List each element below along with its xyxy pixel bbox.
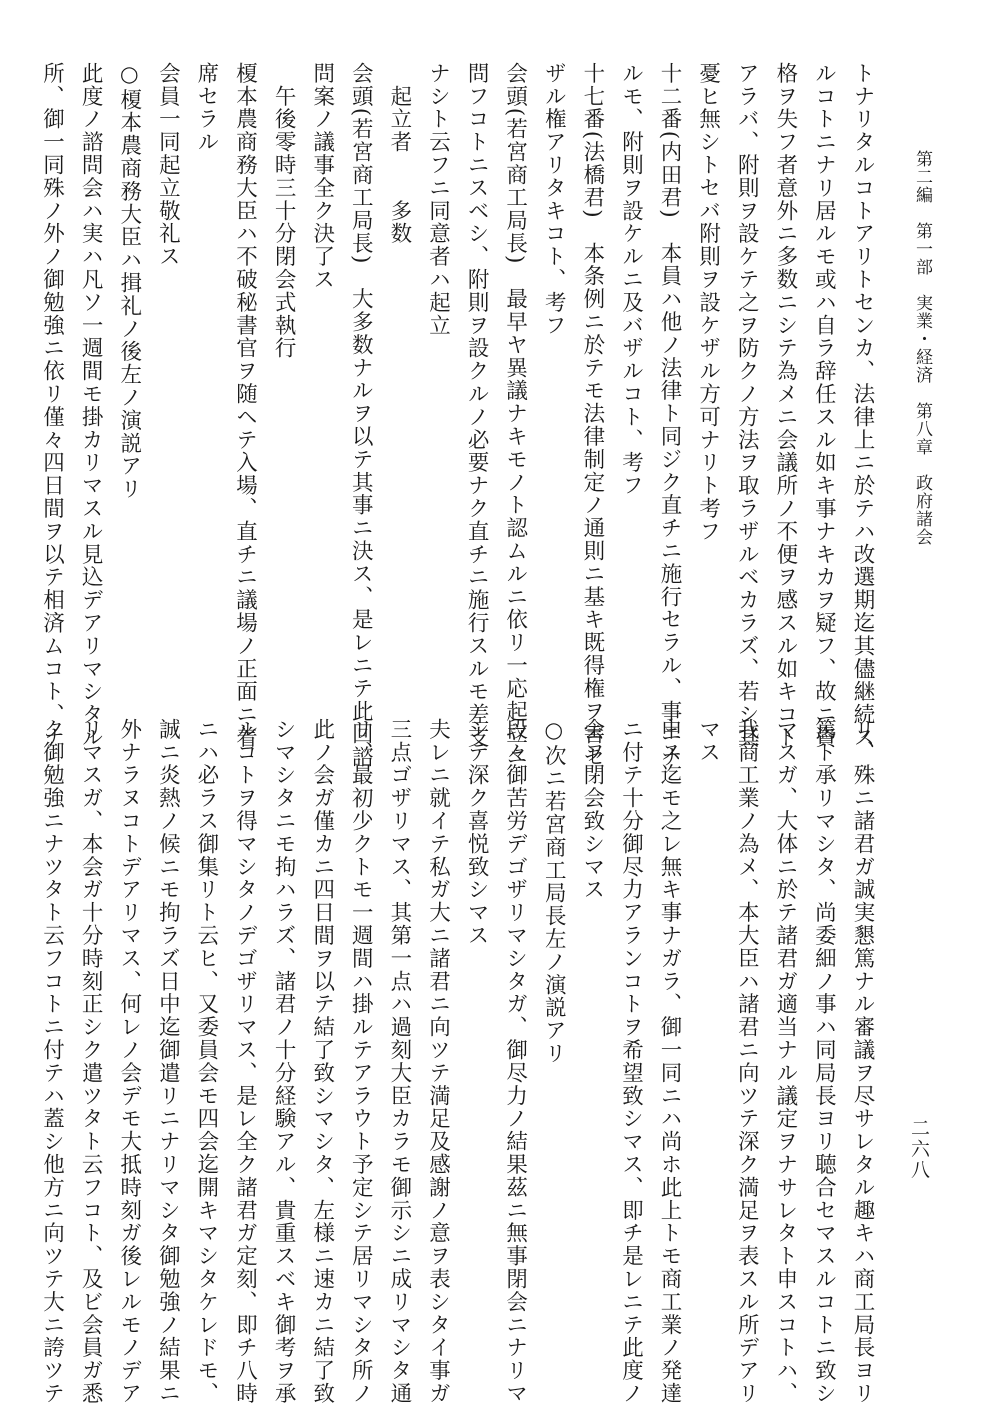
running-header: 第二編 第一部 実業・経済 第八章 政府諸会 [912, 150, 932, 546]
text-line: 榎本農商務大臣ハ不破秘書官ヲ随ヘテ入場、直チニ議場ノ正面ニ着 [232, 62, 258, 749]
text-line: 申ス迄モ之レ無キ事ナガラ、御一同ニハ尚ホ此上トモ商工業ノ発達 [657, 718, 683, 1405]
text-line: ナシト云フニ同意者ハ起立 [425, 62, 451, 337]
text-line: シテ深ク喜悦致シマス [464, 718, 490, 947]
text-line: 誠ニ炎熱ノ候ニモ拘ラズ日中迄御遣リニナリマシタ御勉強ノ結果ニ [155, 718, 181, 1405]
text-line: シマシタニモ拘ハラズ、諸君ノ十分経験アル、貴重スベキ御考ヲ承 [271, 718, 297, 1405]
text-line: ニハ必ラス御集リト云ヒ、又委員会モ四会迄開キマシタケレドモ、 [193, 718, 219, 1405]
text-line: 此ノ会ガ僅カニ四日間ヲ以テ結了致シマシタ、左様ニ速カニ結了致 [309, 718, 335, 1405]
text-line: 起立者 多数 [386, 62, 412, 246]
text-line: リマスガ、本会ガ十分時刻正シク遣ツタト云フコト、及ビ会員ガ悉 [78, 718, 104, 1405]
text-line: ルコトヲ得マシタノデゴザリマス、是レ全ク諸君ガ定刻、即チ八時 [232, 718, 258, 1405]
lower-text-block [32, 718, 881, 1405]
text-line: 段々御苦労デゴザリマシタガ、御尽力ノ結果茲ニ無事閉会ニナリマ [502, 718, 528, 1405]
text-line: 十七番(法橋君) 本条例ニ於テモ法律制定ノ通則ニ基キ既得権ヲ害セ [579, 62, 605, 769]
text-line: ニ付テ十分御尽力アランコトヲ希望致シマス、即チ是レニテ此度ノ [618, 718, 644, 1405]
text-line: アラバ、附則ヲ設ケテ之ヲ防クノ方法ヲ取ラザルベカラズ、若シ其 [734, 62, 760, 749]
text-line: マス [695, 718, 721, 764]
text-line: 会頭(若宮商工局長) 最早ヤ異議ナキモノト認ムルニ依リ一応起立ニ [502, 62, 528, 769]
text-line: ○榎本農商務大臣ハ揖礼ノ後左ノ演説アリ [116, 62, 142, 501]
text-line: ク御勉強ニナツタト云フコトニ付テハ蓋シ他方ニ向ツテ大ニ誇ツテ [39, 718, 65, 1405]
text-line: 席セラル [193, 62, 219, 154]
text-line: 問案ノ議事全ク決了ス [309, 62, 335, 291]
text-line: 午後零時三十分閉会式執行 [271, 62, 297, 360]
text-line: 我商工業ノ為メ、本大臣ハ諸君ニ向ツテ深ク満足ヲ表スル所デアリ [734, 718, 760, 1405]
text-line: 外ナラヌコトデアリマス、何レノ会デモ大抵時刻ガ後レルモノデア [116, 718, 142, 1405]
text-line: リ、殊ニ諸君ガ誠実懇篤ナル審議ヲ尽サレタル趣キハ商工局長ヨリ [850, 718, 875, 1405]
text-line: 此度ノ諮問会ハ実ハ凡ソ一週間モ掛カリマスル見込デアリマシタル [78, 62, 104, 749]
text-line: 会頭(若宮商工局長) 大多数ナルヲ以テ其事ニ決ス、是レニテ此回諮 [348, 62, 374, 769]
text-line: 十二番(内田君) 本員ハ他ノ法律ト同ジク直チニ施行セラル、事ニナ [657, 62, 683, 769]
text-line: 会ヲ閉会致シマス [579, 718, 605, 902]
text-line: ○次ニ若宮商工局長左ノ演説アリ [541, 718, 567, 1065]
text-line: ルモ、附則ヲ設ケルニ及バザルコト、考フ [618, 62, 644, 498]
text-line: ルコトニナリ居ルモ或ハ自ラ辞任スル如キ事ナキカヲ疑フ、故ニ資 [811, 62, 837, 749]
text-line: 三点ゴザリマス、其第一点ハ過刻大臣カラモ御示シニ成リマシタ通 [386, 718, 412, 1405]
upper-text-block [32, 62, 881, 769]
text-line: 問フコトニスベシ、附則ヲ設クルノ必要ナク直チニ施行スルモ差支 [464, 62, 490, 749]
text-line: リ、最初少クトモ一週間ハ掛ルテアラウト予定シテ居リマシタ所ノ [348, 718, 374, 1405]
text-line: 格ヲ失フ者意外ニ多数ニシテ為メニ会議所ノ不便ヲ感スル如キコト [772, 62, 798, 749]
text-line: トナリタルコトアリトセンカ、法律上ニ於テハ改選期迄其儘継続ス [850, 62, 875, 749]
page-number: 二六八 [908, 1118, 930, 1181]
text-line: 憂ヒ無シトセバ附則ヲ設ケザル方可ナリト考フ [695, 62, 721, 543]
text-line: 夫レニ就イテ私ガ大ニ諸君ニ向ツテ満足及感謝ノ意ヲ表シタイ事ガ [425, 718, 451, 1405]
text-line: 篤ト承リマシタ、尚委細ノ事ハ同局長ヨリ聴合セマスルコトニ致シ [811, 718, 837, 1405]
text-line: 会員一同起立敬礼ス [155, 62, 181, 269]
text-line: ザル権アリタキコト、考フ [541, 62, 567, 337]
text-line: マスガ、大体ニ於テ諸君ガ適当ナル議定ヲナサレタト申スコトハ、 [772, 718, 798, 1405]
text-line: 所、御一同殊ノ外ノ御勉強ニ依リ僅々四日間ヲ以テ相済ムコト、ナ [39, 62, 65, 749]
